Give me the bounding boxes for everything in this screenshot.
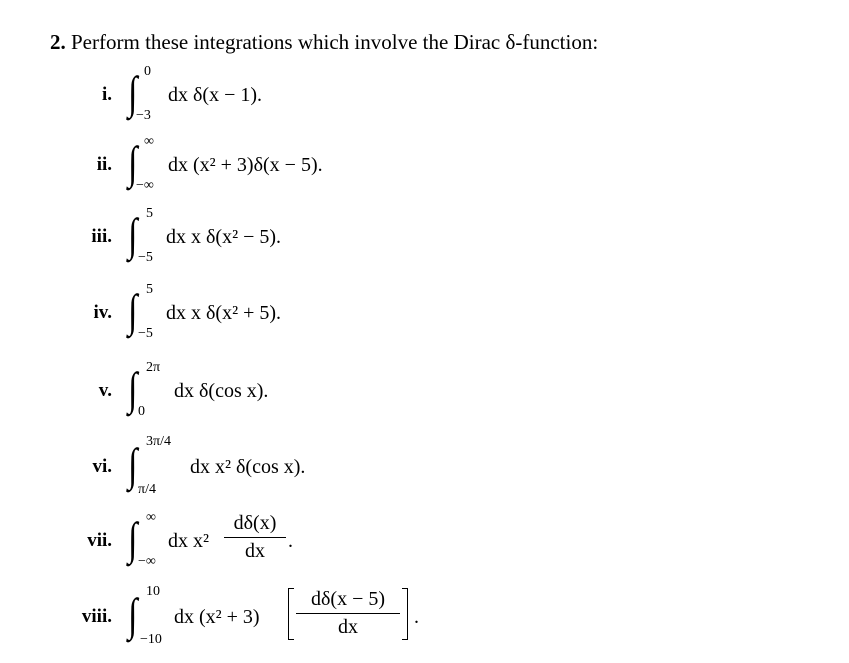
item-iv <box>0 282 849 348</box>
trailing-period: . <box>414 606 419 628</box>
lower-limit: 0 <box>138 404 145 419</box>
integrand: dx δ(cos x). <box>174 380 269 402</box>
fraction-numerator: dδ(x − 5) <box>310 588 386 610</box>
item-label: iv. <box>93 302 112 323</box>
item-vi <box>0 434 849 502</box>
integrand: dx x² δ(cos x). <box>190 456 306 478</box>
upper-limit: 2π <box>146 360 161 375</box>
integral-sign: ∫ <box>128 589 138 640</box>
item-ii <box>0 134 849 200</box>
integrand: dx x δ(x² − 5). <box>166 226 282 248</box>
item-iii <box>0 206 849 272</box>
upper-limit: 0 <box>144 64 151 79</box>
lower-limit: −5 <box>138 326 153 341</box>
item-v <box>0 360 849 426</box>
item-label: i. <box>101 84 112 105</box>
problem-number: 2. <box>50 30 66 54</box>
item-label: v. <box>98 380 112 401</box>
integral-sign: ∫ <box>128 285 138 336</box>
item-label: vi. <box>92 456 112 477</box>
integrand: dx δ(x − 1). <box>168 84 263 106</box>
fraction-bar <box>296 613 400 614</box>
item-label: vii. <box>87 530 112 551</box>
upper-limit: ∞ <box>146 510 156 525</box>
integral-sign: ∫ <box>128 513 138 564</box>
fraction-denominator: dx <box>338 616 358 638</box>
upper-limit: 3π/4 <box>146 434 171 449</box>
item-label: ii. <box>96 154 112 175</box>
fraction-denominator: dx <box>245 540 265 562</box>
upper-limit: 5 <box>146 282 153 297</box>
integral-sign: ∫ <box>128 67 138 118</box>
item-vii <box>0 510 849 576</box>
integrand: dx (x² + 3) <box>174 606 260 628</box>
item-viii <box>0 584 849 652</box>
integrand: dx (x² + 3)δ(x − 5). <box>168 154 323 176</box>
lower-limit: −∞ <box>138 554 156 569</box>
lower-limit: −5 <box>138 250 153 265</box>
upper-limit: 5 <box>146 206 153 221</box>
integrand: dx x² <box>168 530 209 552</box>
lower-limit: −3 <box>136 108 151 123</box>
fraction-bar <box>224 537 286 538</box>
trailing-period: . <box>288 530 293 552</box>
item-label: iii. <box>91 226 112 247</box>
right-bracket <box>402 588 408 640</box>
item-i <box>0 64 849 130</box>
derivative-fraction <box>296 588 400 639</box>
upper-limit: ∞ <box>144 134 154 149</box>
integral-sign: ∫ <box>128 439 138 490</box>
fraction-numerator: dδ(x) <box>233 512 277 534</box>
upper-limit: 10 <box>146 584 160 599</box>
problem-statement <box>50 30 598 55</box>
integral-sign: ∫ <box>128 363 138 414</box>
left-bracket <box>288 588 294 640</box>
integrand: dx x δ(x² + 5). <box>166 302 282 324</box>
integral-sign: ∫ <box>128 209 138 260</box>
derivative-fraction <box>224 512 286 563</box>
lower-limit: −∞ <box>136 178 154 193</box>
item-label: viii. <box>81 606 112 627</box>
problem-text: Perform these integrations which involve the Dirac δ-function: <box>71 30 599 54</box>
lower-limit: π/4 <box>138 482 156 497</box>
lower-limit: −10 <box>140 632 162 647</box>
integral-sign: ∫ <box>128 137 138 188</box>
